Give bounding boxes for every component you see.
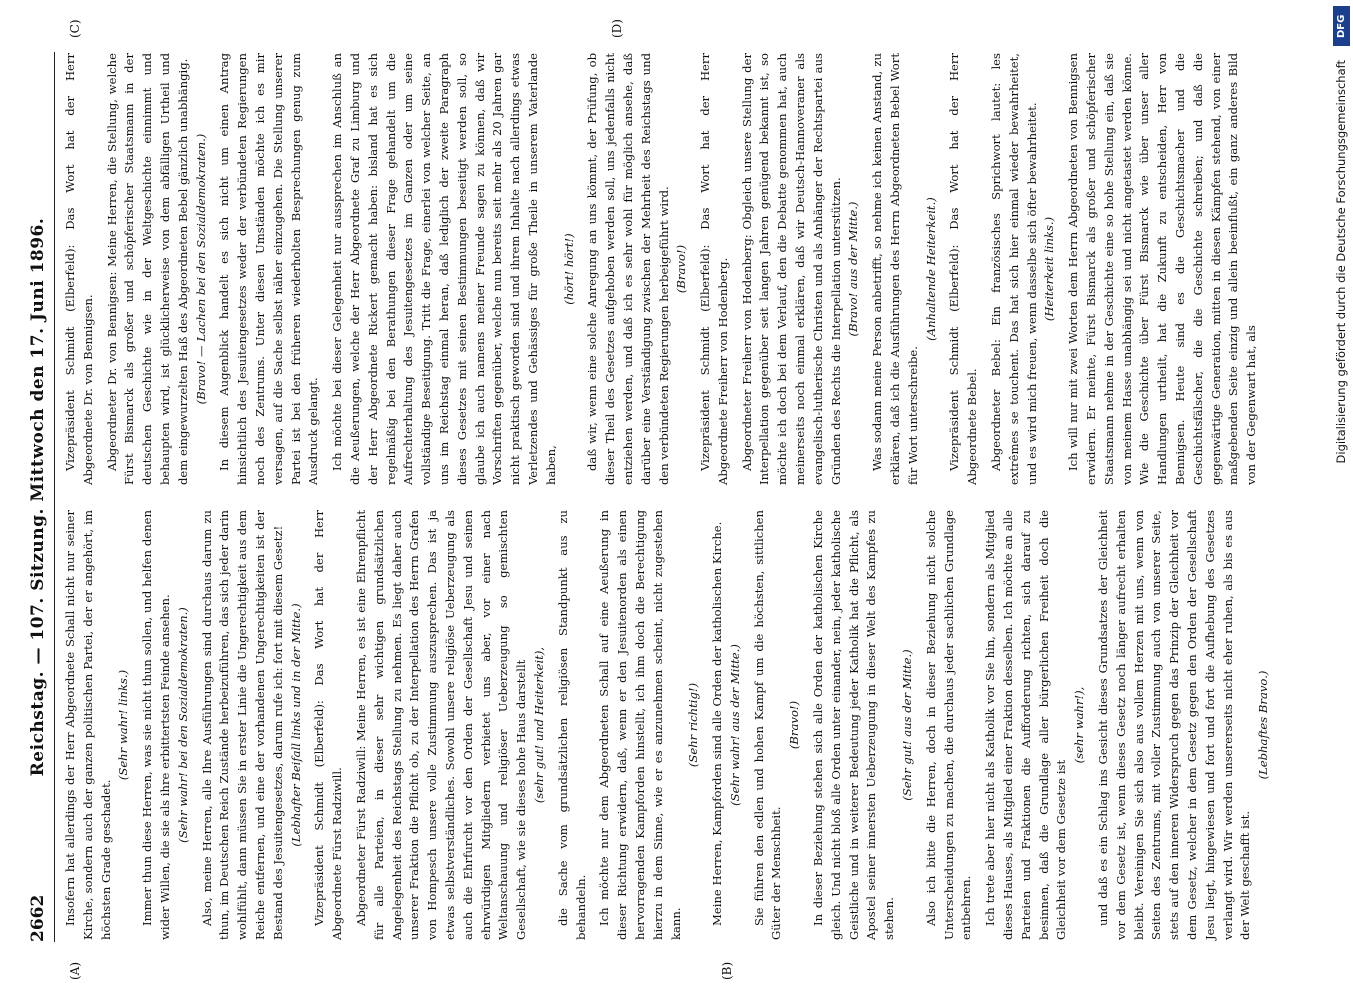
paragraph: Ich möchte nur dem Abgeordneten Schall auf eine Aeußerung in dieser Richtung erwidern, daß, wenn er den Jesuitenorden als einen hervorragenden Kampforden hinstellt, ich ihm doch die Berechtigung hierzu in dem Sinne, wie er es anzunehmen scheint, nicht zugestehen kann. — [597, 510, 683, 940]
interjection: (Sehr richtig!) — [686, 682, 701, 768]
interjection: (Bravo! aus der Mitte.) — [846, 201, 861, 337]
paragraph: Abgeordneter Dr. von Bennigsen: Meine Herren, die Stellung, welche Fürst Bismarck als großer und schöpferischer Staatsmann in der deutschen Geschichte wie in der Weltgeschichte einnimmt und behaupten wird, ist glücklicherweise von dem abfälligen Urtheil und dem eingewurzelten Haß des Abgeordneten Bebel gänzlich unabhängig. — [104, 53, 190, 485]
page-title: Reichstag. — 107. Sitzung. Mittwoch den 17. Juni 1896. — [28, 217, 48, 777]
interjection: (sehr gut! und Heiterkeit), — [531, 646, 546, 804]
paragraph: und daß es ein Schlag ins Gesicht dieses Grundsatzes der Gleichheit vor dem Gesetz ist, wenn dieses Gesetz noch länger aufrecht erhalten bleibt. Vereinigen Sie sich also aus vollem Herzen mit uns, wenn von Seiten des Zentrums, mit voller Zustimmung auch von unserer Seite, stets auf den inneren Widerspruch gegen das Prinzip der Gleichheit vor dem Gesetz, welcher in dem Gesetz gegen den Orden der Gesellschaft Jesu liegt, hingewiesen und fort und fort die Aufhebung des Gesetzes verlangt wird. Wir werden unsererseits nicht eher ruhen, als bis es aus der Welt geschafft ist. — [1096, 510, 1253, 940]
left-text-column — [62, 510, 1271, 940]
paragraph: Ich trete aber hier nicht als Katholik vor Sie hin, sondern als Mitglied dieses Hauses, als Mitglied einer Fraktion desselben. Ich möchte an alle Parteien und Fraktionen die Aufforderung richten, sich darauf zu besinnen, daß die Grundlage aller bürgerlichen Freiheit doch die Gleichheit vor dem Gesetze ist — [983, 510, 1069, 940]
paragraph: Vizepräsident Schmidt (Elberfeld): Das Wort hat der Herr Abgeordnete Freiherr von Hodenberg. — [698, 53, 730, 485]
paragraph: Also, meine Herren, alle Ihre Ausführungen sind durchaus darum zu thun, im Deutschen Reich Zustände herbeizuführen, das sich jeder darin wohlfühlt, dann müssen Sie in erster Linie die Ungerechtigkeit aus dem Reiche entfernen, und eine der vorhandenen Ungerechtigkeiten ist der Bestand des Jesuitengesetzes, darum rufe ich: fort mit diesem Gesetz! — [199, 510, 285, 940]
margin-mark-c: (C) — [68, 19, 82, 38]
paragraph: Ich will nur mit zwei Worten dem Herrn Abgeordneten von Bennigsen erwidern. Er meinte, Fürst Bismarck als großer und schöpferischer Staatsmann nehme in der Geschichte eine so hohe Stellung ein, daß sie von meinem Hasse unabhängig sei und nicht angetastet werden könne. Wie die Geschichte über Fürst Bismarck wie über unser aller Handlungen urtheilt, hat die Zukunft zu entscheiden, Herr von Bennigsen. Heute sind es die Geschichtsmacher und die Geschichtsfälscher, die die Geschichte schreiben; und daß die gegenwärtige Generation, mitten in diesen Kämpfen stehend, von einer maßgebenden Seite einzig und allein beeinflußt, ein ganz anderes Bild von der Gegenwart hat, als — [1066, 53, 1259, 485]
paragraph: Sie führen den edlen und hohen Kampf um die höchsten, sittlichen Güter der Menschheit. — [751, 510, 784, 940]
paragraph: Meine Herren, Kampforden sind alle Orden der katholischen Kirche. — [710, 521, 725, 926]
interjection: (Lebhafter Beifall links und in der Mitte.) — [288, 603, 303, 847]
interjection: (sehr wahr!), — [1072, 686, 1087, 764]
dfg-logo: DFG — [1333, 6, 1350, 46]
paragraph: Vizepräsident Schmidt (Elberfeld): Das Wort hat der Herr Abgeordnete Dr. von Bennigsen. — [63, 53, 95, 485]
interjection: (hört! hört!) — [561, 233, 576, 305]
page-number: 2662 — [28, 894, 48, 942]
paragraph: Abgeordneter Freiherr von Hodenberg: Obgleich unsere Stellung der Interpellation gegenüber seit langen Jahren genügend bekannt ist, so möchte ich doch bei dem Verlauf, den die Debatte genommen hat, auch meinerseits noch einmal erklären, daß wir Deutsch-Hannoveraner als evangelisch-lutherische Christen und als Anhänger der Rechtspartei aus Gründen des Rechts die Interpellation unterstützen. — [739, 53, 843, 485]
paragraph: Ich möchte bei dieser Gelegenheit nur aussprechen im Anschluß an die Aeußerungen, welche der Herr Abgeordnete Graf zu Limburg und der Herr Abgeordnete Rickert gemacht haben: bisland hat es sich regelmäßig bei den Berathungen dieser Frage gehandelt um die Aufrechterhaltung des Jesuitengesetzes im Ganzen oder um seine vollständige Beseitigung. Tritt die Frage, einerlei von welcher Seite, an uns im Reichstag einmal heran, daß lediglich der zweite Paragraph dieses Gesetzes mit seinen Bestimmungen beseitigt werden soll, so glaube ich auch namens meiner Freunde sagen zu können, daß wir Vorschriften gegenüber, welche nun bereits seit mehr als 20 Jahren gar nicht praktisch geworden sind und ihrem Inhalte nach allerdings etwas Verletzendes und Gehässiges für große Theile in unserem Vaterlande haben, — [330, 53, 558, 485]
interjection: (Bravo!) — [674, 244, 689, 294]
paragraph: die Sache vom grundsätzlichen religiösen Standpunkt aus zu behandeln. — [555, 510, 588, 940]
dfg-sidebar — [1330, 0, 1353, 1000]
paragraph: Abgeordneter Fürst Radziwill: Meine Herren, es ist eine Ehrenpflicht für alle Parteien, in dieser sehr wichtigen grundsätzlichen Angelegenheit des Reichstags Stellung zu nehmen. Es liegt daher auch unserer Fraktion die Pflicht ob, zu der Interpellation des Herrn Grafen von Hompesch unsere volle Zustimmung auszusprechen. Das ist ja etwas selbstverständliches. Sowohl unsere religiöse Ueberzeugung als auch die Ehrfurcht vor den Orden der Gesellschaft Jesu und seinen ehrwürdigen Mitgliedern verbietet uns aber, vor einer nach Weltanschauung und religiöser Ueberzeugung so gemischten Gesellschaft, wie sie dieses hohe Haus darstellt — [353, 510, 529, 940]
paragraph: Immer thun diese Herren, was sie nicht thun sollen, und helfen denen wider Willen, die sie als ihre erbittertsten Feinde ansehen. — [140, 510, 172, 940]
right-text-column — [62, 53, 1257, 485]
interjection: (Lebhaftes Bravo.) — [1256, 670, 1271, 780]
paragraph: Insofern hat allerdings der Herr Abgeordnete Schall nicht nur seiner Kirche, sondern auch der ganzen politischen Partei, der er angehört, im höchsten Grade geschadet. — [63, 510, 113, 940]
paragraph: Was sodann meine Person anbetrifft, so nehme ich keinen Anstand, zu erklären, daß ich die Ausführungen des Herrn Abgeordneten Bebel Wort für Wort unterschreibe. — [870, 53, 920, 485]
interjection: (Bravo! — Lachen bei den Sozialdemokraten.) — [193, 133, 208, 405]
margin-mark-a: (A) — [68, 961, 82, 980]
paragraph: Abgeordneter Bebel: Ein französisches Sprichwort lautet: les extrêmes se touchent. Das hat sich hier einmal wieder bewahrheitet, und es wird mich freuen, wenn dasselbe sich öfter bewahrheitet. — [989, 53, 1039, 485]
interjection: (Bravo!) — [787, 700, 802, 750]
paragraph: In diesem Augenblick handelt es sich nicht um einen Antrag hinsichtlich des Jesuitengesetzes weder der verbündeten Regierungen noch des Zentrums. Unter diesen Umständen möchte ich es mir versagen, auf die Sache selbst näher einzugehen. Die Stellung unserer Partei ist bei den früheren wiederholten Besprechungen genug zum Ausdruck gelangt. — [217, 53, 321, 485]
interjection: (Anhaltende Heiterkeit.) — [923, 197, 938, 341]
paragraph: Vizepräsident Schmidt (Elberfeld): Das Wort hat der Herr Abgeordnete Bebel. — [947, 53, 980, 485]
paragraph: Vizepräsident Schmidt (Elberfeld): Das Wort hat der Herr Abgeordnete Fürst Radziwill. — [312, 510, 345, 940]
funding-note: Digitalisierung gefördert durch die Deutsche Forschungsgemeinschaft — [1334, 60, 1348, 464]
paragraph: Also ich bitte die Herren, doch in dieser Beziehung nicht solche Unterscheidungen zu machen, die durchaus jeder sachlichen Grundlage entbehren. — [923, 510, 974, 940]
interjection: (Sehr gut! aus der Mitte.) — [900, 649, 915, 801]
interjection: (Sehr wahr! links.) — [116, 669, 131, 781]
margin-mark-d: (D) — [610, 19, 624, 38]
interjection: (Heiterkeit links.) — [1042, 216, 1057, 322]
paragraph: In dieser Beziehung stehen sich alle Orden der katholischen Kirche gleich. Und nicht bloß alle Orden unter einander, nein, jeder katholische Geistliche und in weiterer Bedeutung jeder Katholik hat die Pflicht, als Apostel seiner innersten Ueberzeugung in dieser Welt des Kampfes zu stehen. — [811, 510, 897, 940]
page-header — [26, 52, 55, 942]
interjection: (Sehr wahr! aus der Mitte.) — [727, 644, 742, 806]
margin-mark-b: (B) — [720, 961, 734, 980]
interjection: (Sehr wahr! bei den Sozialdemokraten.) — [175, 607, 190, 843]
paragraph: daß wir, wenn eine solche Anregung an uns kömmt, der Prüfung, ob dieser Theil des Gesetzes aufgehoben werden soll, uns jedenfalls nicht entziehen werden, und daß ich es sehr wohl für möglich ansehe, daß darüber eine Verständigung zwischen der Mehrheit des Reichstags und den verbündeten Regierungen herbeigeführt wird. — [585, 53, 671, 485]
